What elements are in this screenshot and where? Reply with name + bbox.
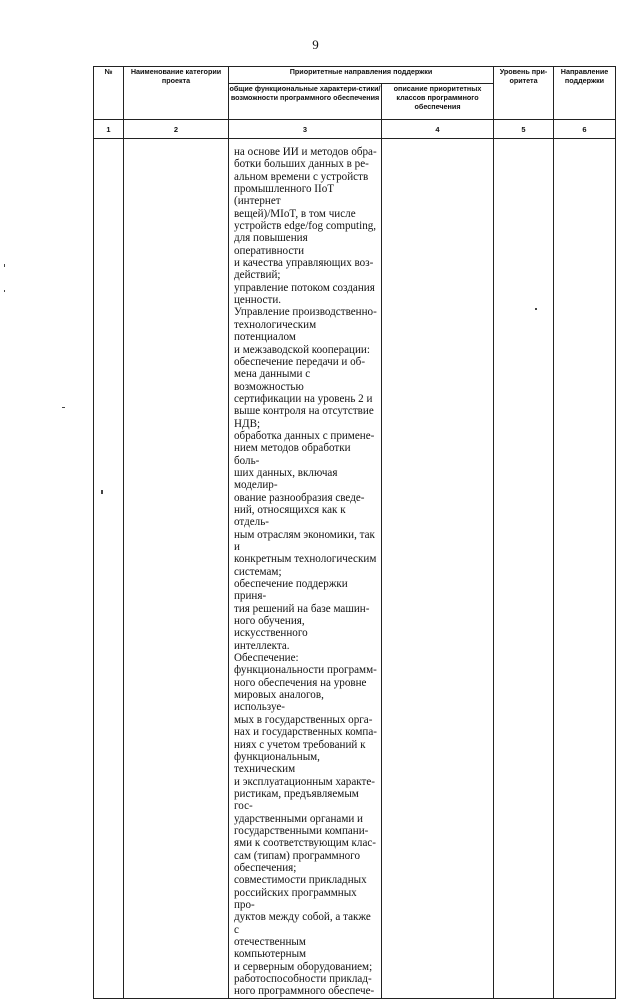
column-number-3: 3 [229, 120, 382, 139]
scan-speck [101, 490, 103, 494]
column-number-5: 5 [494, 120, 554, 139]
header-project-category: Наименование категории проекта [124, 67, 229, 120]
cell-general-characteristics [229, 139, 382, 999]
header-row-1 [94, 67, 616, 84]
header-priority-level: Уровень при-оритета [494, 67, 554, 120]
header-number: № [94, 67, 124, 120]
cell-priority-level [494, 139, 554, 999]
cell-priority-classes [382, 139, 494, 999]
support-directions-table [93, 66, 616, 999]
characteristics-text-part-1: на основе ИИ и методов обра- ботки больших данных в ре- альном времени с устройств промышленного IIoT (интернет вещей)/MIoT, в том числе устройств edge/fog computing, для повышения оперативности и качества управляющих воз- действий; управление потоком создания ценности. Управление производственно- технологическим потенциалом и межзаводской кооперации: обеспечение передачи и об- мена данными с возможностью сертификации на уровень 2 и выше контроля на отсутствие НДВ; обработка данных с примене- нием методов обработки боль- ших данных, включая моделир- ование разнообразия сведе- ний, относящихся как к отдель- ным отраслям экономики, так и конкретным технологическим системам; обеспечение поддержки приня- тия решений на базе машин- ного обучения, искусственного интеллекта. Обеспечение: функциональности программ- ного обеспечения на уровне мировых аналогов, используе- мых в государственных орга- нах и государственных компа- ниях с учетом требований к функциональным, техническим и эксплуатационным характе- ристикам, предъявляемым гос- ударственными органами и государственными компани- ями к соответствующим клас- сам (типам) программного обеспечения; [234, 146, 377, 874]
scan-speck [4, 264, 5, 267]
header-support-direction: Направление поддержки [554, 67, 616, 120]
column-numbers-row [94, 120, 616, 139]
column-number-6: 6 [554, 120, 616, 139]
header-priority-classes: описание приоритетных классов программного обеспечения [382, 84, 494, 120]
cell-project-category [124, 139, 229, 999]
table-row [94, 139, 616, 999]
header-general-characteristics: общие функциональные характери-стики/ возможности программного обеспечения [229, 84, 382, 120]
column-number-1: 1 [94, 120, 124, 139]
column-number-4: 4 [382, 120, 494, 139]
column-number-2: 2 [124, 120, 229, 139]
scan-speck [4, 290, 5, 292]
characteristics-text-part-2: совместимости прикладных российских программных про- дуктов между собой, а также с отечественным компьютерным и серверным оборудованием; работоспособности приклад- ного программного обеспече- [234, 874, 375, 998]
scan-speck [62, 407, 65, 408]
cell-support-direction [554, 139, 616, 999]
scan-speck [535, 308, 537, 310]
header-priority-directions: Приоритетные направления поддержки [229, 67, 494, 84]
page-number: 9 [312, 37, 319, 52]
cell-number [94, 139, 124, 999]
